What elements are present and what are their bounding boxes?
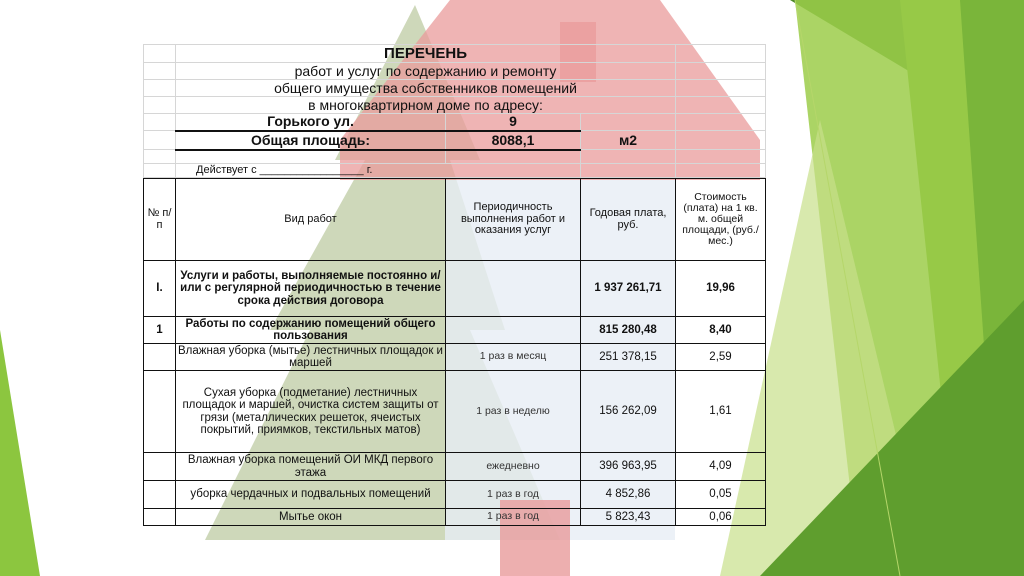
col-header-annual: Годовая плата, руб. xyxy=(581,179,676,261)
row-num: 1 xyxy=(144,317,176,344)
row-per-sqm: 4,09 xyxy=(676,453,766,481)
valid-from: Действует с _________________ г. xyxy=(176,164,581,178)
doc-subtitle-3: в многоквартирном доме по адресу: xyxy=(176,97,676,114)
row-work: Влажная уборка помещений ОИ МКД первого этажа xyxy=(176,453,446,481)
document-sheet xyxy=(143,44,765,526)
row-annual: 1 937 261,71 xyxy=(581,261,676,317)
row-period: 1 раз в год xyxy=(446,481,581,509)
row-annual: 251 378,15 xyxy=(581,344,676,371)
row-num xyxy=(144,509,176,526)
table-row xyxy=(144,344,766,371)
table-row xyxy=(144,453,766,481)
area-value: 8088,1 xyxy=(446,131,581,150)
row-work: Сухая уборка (подметание) лестничных площадок и маршей, очистка систем защиты от грязи (металлических решеток, ячеистых покрытий, приямков, текстильных матов) xyxy=(176,371,446,453)
col-header-num: № п/п xyxy=(144,179,176,261)
row-annual: 4 852,86 xyxy=(581,481,676,509)
row-work: Мытье окон xyxy=(176,509,446,526)
row-per-sqm: 1,61 xyxy=(676,371,766,453)
area-unit: м2 xyxy=(581,131,676,150)
row-num: I. xyxy=(144,261,176,317)
green-corner-left xyxy=(0,330,40,576)
header-table xyxy=(143,44,766,178)
doc-subtitle-1: работ и услуг по содержанию и ремонту xyxy=(176,63,676,80)
row-per-sqm: 8,40 xyxy=(676,317,766,344)
row-per-sqm: 0,05 xyxy=(676,481,766,509)
row-period: 1 раз в неделю xyxy=(446,371,581,453)
row-work: Услуги и работы, выполняемые постоянно и/или с регулярной периодичностью в течение срока действия договора xyxy=(176,261,446,317)
table-row xyxy=(144,317,766,344)
row-num xyxy=(144,481,176,509)
area-label: Общая площадь: xyxy=(176,131,446,150)
row-work: Влажная уборка (мытье) лестничных площадок и маршей xyxy=(176,344,446,371)
row-per-sqm: 0,06 xyxy=(676,509,766,526)
table-row xyxy=(144,371,766,453)
row-annual: 815 280,48 xyxy=(581,317,676,344)
row-per-sqm: 2,59 xyxy=(676,344,766,371)
row-period: 1 раз в год xyxy=(446,509,581,526)
works-table xyxy=(143,178,766,526)
house-number: 9 xyxy=(446,114,581,131)
col-header-period: Периодичность выполнения работ и оказания услуг xyxy=(446,179,581,261)
table-row xyxy=(144,509,766,526)
row-num xyxy=(144,453,176,481)
col-header-work: Вид работ xyxy=(176,179,446,261)
row-annual: 396 963,95 xyxy=(581,453,676,481)
table-row xyxy=(144,261,766,317)
table-header-row xyxy=(144,179,766,261)
row-annual: 5 823,43 xyxy=(581,509,676,526)
row-per-sqm: 19,96 xyxy=(676,261,766,317)
row-period: 1 раз в месяц xyxy=(446,344,581,371)
row-annual: 156 262,09 xyxy=(581,371,676,453)
row-period xyxy=(446,317,581,344)
doc-title: ПЕРЕЧЕНЬ xyxy=(176,45,676,63)
row-period: ежедневно xyxy=(446,453,581,481)
row-num xyxy=(144,371,176,453)
row-work: уборка чердачных и подвальных помещений xyxy=(176,481,446,509)
row-work: Работы по содержанию помещений общего пользования xyxy=(176,317,446,344)
table-row xyxy=(144,481,766,509)
row-period xyxy=(446,261,581,317)
doc-subtitle-2: общего имущества собственников помещений xyxy=(176,80,676,97)
col-header-per-sqm: Стоимость (плата) на 1 кв. м. общей площади, (руб./мес.) xyxy=(676,179,766,261)
street-name: Горького ул. xyxy=(176,114,446,131)
row-num xyxy=(144,344,176,371)
